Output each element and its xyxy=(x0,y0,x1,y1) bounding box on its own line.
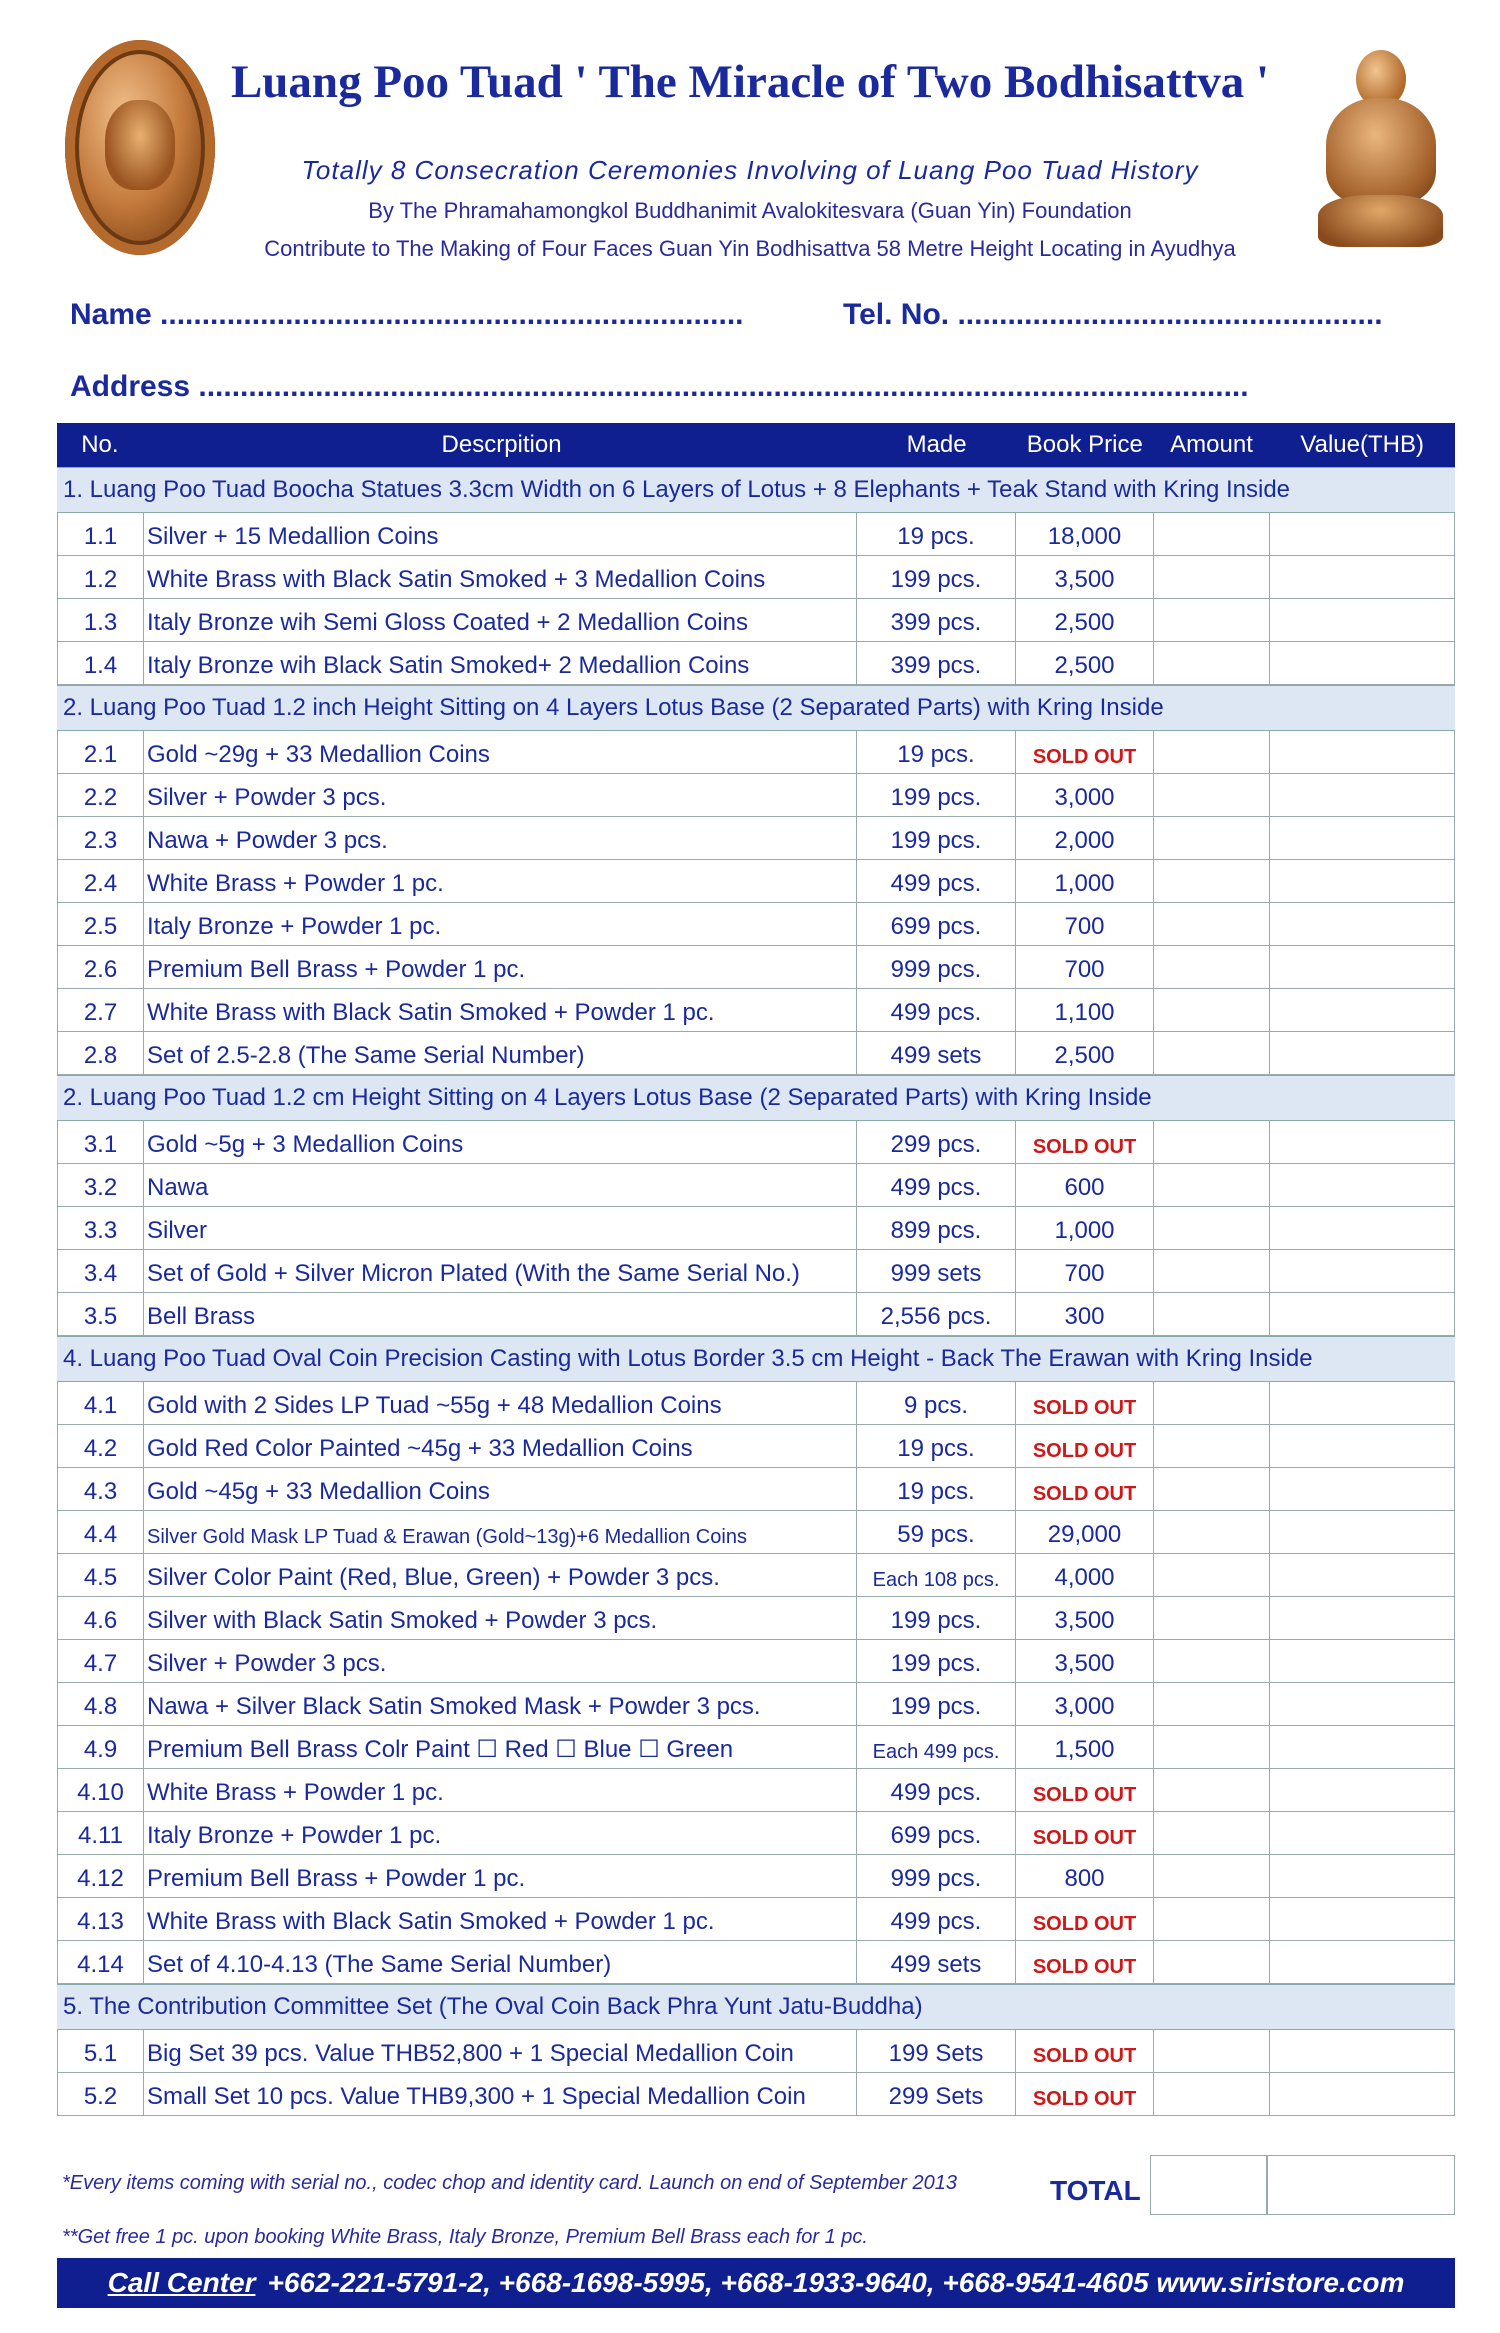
item-value-cell[interactable] xyxy=(1269,1812,1455,1854)
item-book-price: 2,000 xyxy=(1015,817,1153,859)
item-description: Silver + 15 Medallion Coins xyxy=(143,513,856,555)
item-value-cell[interactable] xyxy=(1269,1941,1455,1983)
item-value-cell[interactable] xyxy=(1269,1207,1455,1249)
item-made: 299 pcs. xyxy=(856,1121,1015,1163)
statue-base xyxy=(1318,195,1443,247)
header-value: Value(THB) xyxy=(1300,431,1424,458)
item-amount-cell[interactable] xyxy=(1153,1511,1269,1553)
item-value-cell[interactable] xyxy=(1269,2030,1455,2072)
foundation-byline: By The Phramahamongkol Buddhanimit Avalokitesvara (Guan Yin) Foundation xyxy=(368,198,1132,223)
table-row xyxy=(57,1511,1455,1554)
item-book-price xyxy=(1015,1769,1153,1811)
section-title: 4. Luang Poo Tuad Oval Coin Precision Casting with Lotus Border 3.5 cm Height - Back The Erawan with Kring Inside xyxy=(57,1336,1455,1382)
item-amount-cell[interactable] xyxy=(1153,1164,1269,1206)
table-row xyxy=(57,1855,1455,1898)
item-made: 9 pcs. xyxy=(856,1382,1015,1424)
item-number: 2.3 xyxy=(57,817,143,859)
table-row xyxy=(57,1640,1455,1683)
table-row xyxy=(57,1597,1455,1640)
statue-image xyxy=(1318,50,1443,250)
item-value-cell[interactable] xyxy=(1269,1683,1455,1725)
item-value-cell[interactable] xyxy=(1269,556,1455,598)
item-made: 199 pcs. xyxy=(856,1597,1015,1639)
item-book-price: 3,000 xyxy=(1015,774,1153,816)
note-serial: *Every items coming with serial no., codec chop and identity card. Launch on end of September 2013 xyxy=(62,2172,957,2194)
item-made: 899 pcs. xyxy=(856,1207,1015,1249)
sold-out-badge: SOLD OUT xyxy=(1032,746,1137,768)
item-description: Set of Gold + Silver Micron Plated (With the Same Serial No.) xyxy=(143,1250,856,1292)
contribution-line: Contribute to The Making of Four Faces Guan Yin Bodhisattva 58 Metre Height Locating in Ayudhya xyxy=(264,236,1236,261)
item-value-cell[interactable] xyxy=(1269,1468,1455,1510)
item-description: Nawa + Silver Black Satin Smoked Mask + Powder 3 pcs. xyxy=(143,1683,856,1725)
item-amount-cell[interactable] xyxy=(1153,1250,1269,1292)
footer-contact: +662-221-5791-2, +668-1698-5995, +668-1933-9640, +668-9541-4605 www.siristore.com xyxy=(267,2267,1405,2298)
item-amount-cell[interactable] xyxy=(1153,1726,1269,1768)
header-made: Made xyxy=(906,431,967,458)
item-number: 4.10 xyxy=(57,1769,143,1811)
item-description: Gold ~45g + 33 Medallion Coins xyxy=(143,1468,856,1510)
item-made: 499 sets xyxy=(856,1032,1015,1074)
item-book-price: 700 xyxy=(1015,903,1153,945)
item-made: 199 pcs. xyxy=(856,1683,1015,1725)
item-description: Italy Bronze wih Semi Gloss Coated + 2 Medallion Coins xyxy=(143,599,856,641)
item-number: 4.5 xyxy=(57,1554,143,1596)
header-description: Descrpition xyxy=(441,431,562,458)
item-number: 4.6 xyxy=(57,1597,143,1639)
page-header xyxy=(0,0,1500,280)
table-row xyxy=(57,1425,1455,1468)
table-row xyxy=(57,774,1455,817)
table-row xyxy=(57,946,1455,989)
item-book-price xyxy=(1015,2030,1153,2072)
item-book-price: 1,000 xyxy=(1015,860,1153,902)
table-row xyxy=(57,1941,1455,1984)
item-description: Silver xyxy=(143,1207,856,1249)
item-book-price: 3,500 xyxy=(1015,556,1153,598)
item-value-cell[interactable] xyxy=(1269,1250,1455,1292)
item-made: 199 pcs. xyxy=(856,1640,1015,1682)
item-made: 299 Sets xyxy=(856,2073,1015,2115)
item-description: Italy Bronze + Powder 1 pc. xyxy=(143,903,856,945)
item-amount-cell[interactable] xyxy=(1153,1640,1269,1682)
item-description: Premium Bell Brass + Powder 1 pc. xyxy=(143,946,856,988)
item-made: 399 pcs. xyxy=(856,642,1015,684)
item-book-price: 300 xyxy=(1015,1293,1153,1335)
item-number: 4.9 xyxy=(57,1726,143,1768)
item-book-price xyxy=(1015,731,1153,773)
footer-bar xyxy=(57,2258,1455,2308)
table-row xyxy=(57,860,1455,903)
table-row xyxy=(57,2073,1455,2116)
item-number: 4.8 xyxy=(57,1683,143,1725)
table-row xyxy=(57,903,1455,946)
item-number: 3.2 xyxy=(57,1164,143,1206)
item-amount-cell[interactable] xyxy=(1153,1382,1269,1424)
header-no: No. xyxy=(81,431,119,458)
item-description: Gold ~5g + 3 Medallion Coins xyxy=(143,1121,856,1163)
item-description: Premium Bell Brass Colr Paint ☐ Red ☐ Blue ☐ Green xyxy=(143,1726,856,1768)
item-book-price xyxy=(1015,2073,1153,2115)
call-center-link[interactable]: Call Center xyxy=(107,2267,256,2298)
sold-out-badge: SOLD OUT xyxy=(1032,2088,1137,2110)
item-number: 2.7 xyxy=(57,989,143,1031)
item-amount-cell[interactable] xyxy=(1153,2030,1269,2072)
item-number: 2.2 xyxy=(57,774,143,816)
item-description: Italy Bronze wih Black Satin Smoked+ 2 Medallion Coins xyxy=(143,642,856,684)
item-book-price: 700 xyxy=(1015,946,1153,988)
table-row xyxy=(57,1898,1455,1941)
item-made: 199 pcs. xyxy=(856,556,1015,598)
item-made: 499 sets xyxy=(856,1941,1015,1983)
item-book-price xyxy=(1015,1468,1153,1510)
sold-out-badge: SOLD OUT xyxy=(1032,1397,1137,1419)
item-number: 4.14 xyxy=(57,1941,143,1983)
item-book-price: 600 xyxy=(1015,1164,1153,1206)
item-number: 2.5 xyxy=(57,903,143,945)
header-book-price: Book Price xyxy=(1026,431,1143,458)
item-amount-cell[interactable] xyxy=(1153,1121,1269,1163)
table-row xyxy=(57,989,1455,1032)
item-number: 1.3 xyxy=(57,599,143,641)
sold-out-badge: SOLD OUT xyxy=(1032,1784,1137,1806)
item-value-cell[interactable] xyxy=(1269,817,1455,859)
section-title: 2. Luang Poo Tuad 1.2 cm Height Sitting on 4 Layers Lotus Base (2 Separated Parts) with Kring Inside xyxy=(57,1075,1455,1121)
address-field[interactable]: Address .............................................................................................................................. xyxy=(70,370,1249,403)
item-number: 3.5 xyxy=(57,1293,143,1335)
item-amount-cell[interactable] xyxy=(1153,903,1269,945)
item-amount-cell[interactable] xyxy=(1153,1032,1269,1074)
table-row xyxy=(57,731,1455,774)
item-book-price xyxy=(1015,1382,1153,1424)
order-table xyxy=(57,423,1455,2116)
item-book-price xyxy=(1015,1425,1153,1467)
item-book-price: 3,500 xyxy=(1015,1640,1153,1682)
item-number: 4.13 xyxy=(57,1898,143,1940)
item-amount-cell[interactable] xyxy=(1153,946,1269,988)
item-number: 2.1 xyxy=(57,731,143,773)
item-made: 699 pcs. xyxy=(856,1812,1015,1854)
item-value-cell[interactable] xyxy=(1269,1293,1455,1335)
item-amount-cell[interactable] xyxy=(1153,774,1269,816)
item-value-cell[interactable] xyxy=(1269,731,1455,773)
item-value-cell[interactable] xyxy=(1269,1898,1455,1940)
page-title: Luang Poo Tuad ' The Miracle of Two Bodhisattva ' xyxy=(230,56,1270,108)
table-row xyxy=(57,513,1455,556)
item-amount-cell[interactable] xyxy=(1153,1293,1269,1335)
item-number: 4.4 xyxy=(57,1511,143,1553)
item-book-price: 1,000 xyxy=(1015,1207,1153,1249)
item-value-cell[interactable] xyxy=(1269,1511,1455,1553)
item-amount-cell[interactable] xyxy=(1153,1597,1269,1639)
item-number: 4.7 xyxy=(57,1640,143,1682)
item-made: 499 pcs. xyxy=(856,1898,1015,1940)
item-description: White Brass + Powder 1 pc. xyxy=(143,1769,856,1811)
item-amount-cell[interactable] xyxy=(1153,817,1269,859)
item-value-cell[interactable] xyxy=(1269,1425,1455,1467)
item-made: 19 pcs. xyxy=(856,513,1015,555)
item-description: Set of 2.5-2.8 (The Same Serial Number) xyxy=(143,1032,856,1074)
item-book-price: 1,500 xyxy=(1015,1726,1153,1768)
table-row xyxy=(57,1683,1455,1726)
name-field[interactable]: Name ...................................................................... xyxy=(70,298,744,331)
item-amount-cell[interactable] xyxy=(1153,1769,1269,1811)
item-number: 3.4 xyxy=(57,1250,143,1292)
table-row xyxy=(57,1032,1455,1075)
item-made: 499 pcs. xyxy=(856,1164,1015,1206)
item-value-cell[interactable] xyxy=(1269,774,1455,816)
item-book-price: 2,500 xyxy=(1015,642,1153,684)
item-amount-cell[interactable] xyxy=(1153,1855,1269,1897)
sold-out-badge: SOLD OUT xyxy=(1032,1913,1137,1935)
item-value-cell[interactable] xyxy=(1269,946,1455,988)
item-amount-cell[interactable] xyxy=(1153,2073,1269,2115)
item-number: 4.2 xyxy=(57,1425,143,1467)
item-book-price: 1,100 xyxy=(1015,989,1153,1031)
table-row xyxy=(57,1121,1455,1164)
page-subtitle: Totally 8 Consecration Ceremonies Involving of Luang Poo Tuad History xyxy=(301,155,1199,185)
item-description: Gold with 2 Sides LP Tuad ~55g + 48 Medallion Coins xyxy=(143,1382,856,1424)
item-amount-cell[interactable] xyxy=(1153,1207,1269,1249)
item-description: Gold ~29g + 33 Medallion Coins xyxy=(143,731,856,773)
item-description: Nawa + Powder 3 pcs. xyxy=(143,817,856,859)
item-book-price: 3,500 xyxy=(1015,1597,1153,1639)
item-description: Small Set 10 pcs. Value THB9,300 + 1 Special Medallion Coin xyxy=(143,2073,856,2115)
item-amount-cell[interactable] xyxy=(1153,556,1269,598)
item-made: 19 pcs. xyxy=(856,1425,1015,1467)
item-made: Each 499 pcs. xyxy=(856,1726,1015,1768)
header-amount: Amount xyxy=(1170,431,1253,458)
table-row xyxy=(57,2030,1455,2073)
item-value-cell[interactable] xyxy=(1269,1121,1455,1163)
item-book-price: 4,000 xyxy=(1015,1554,1153,1596)
item-value-cell[interactable] xyxy=(1269,1554,1455,1596)
item-made: Each 108 pcs. xyxy=(856,1554,1015,1596)
item-made: 399 pcs. xyxy=(856,599,1015,641)
item-made: 499 pcs. xyxy=(856,860,1015,902)
sold-out-badge: SOLD OUT xyxy=(1032,2045,1137,2067)
item-description: White Brass with Black Satin Smoked + 3 Medallion Coins xyxy=(143,556,856,598)
sold-out-badge: SOLD OUT xyxy=(1032,1956,1137,1978)
item-made: 59 pcs. xyxy=(856,1511,1015,1553)
sold-out-badge: SOLD OUT xyxy=(1032,1483,1137,1505)
table-row xyxy=(57,1250,1455,1293)
item-book-price: 2,500 xyxy=(1015,1032,1153,1074)
item-amount-cell[interactable] xyxy=(1153,513,1269,555)
item-book-price xyxy=(1015,1941,1153,1983)
table-row xyxy=(57,1812,1455,1855)
item-number: 5.1 xyxy=(57,2030,143,2072)
item-value-cell[interactable] xyxy=(1269,1640,1455,1682)
table-row xyxy=(57,1164,1455,1207)
item-made: 19 pcs. xyxy=(856,1468,1015,1510)
item-book-price: 700 xyxy=(1015,1250,1153,1292)
item-amount-cell[interactable] xyxy=(1153,989,1269,1031)
tel-field[interactable]: Tel. No. ................................................... xyxy=(843,298,1383,331)
item-amount-cell[interactable] xyxy=(1153,1554,1269,1596)
item-description: Silver with Black Satin Smoked + Powder 3 pcs. xyxy=(143,1597,856,1639)
sold-out-badge: SOLD OUT xyxy=(1032,1136,1137,1158)
item-book-price xyxy=(1015,1812,1153,1854)
item-number: 3.1 xyxy=(57,1121,143,1163)
item-description: White Brass with Black Satin Smoked + Powder 1 pc. xyxy=(143,1898,856,1940)
item-description: Silver Color Paint (Red, Blue, Green) + Powder 3 pcs. xyxy=(143,1554,856,1596)
table-row xyxy=(57,1382,1455,1425)
item-made: 999 sets xyxy=(856,1250,1015,1292)
table-row xyxy=(57,1468,1455,1511)
item-description: Gold Red Color Painted ~45g + 33 Medallion Coins xyxy=(143,1425,856,1467)
item-number: 1.1 xyxy=(57,513,143,555)
table-row xyxy=(57,1207,1455,1250)
item-amount-cell[interactable] xyxy=(1153,1941,1269,1983)
table-header xyxy=(57,423,1455,467)
item-description: Silver + Powder 3 pcs. xyxy=(143,774,856,816)
note-free-gift: **Get free 1 pc. upon booking White Brass, Italy Bronze, Premium Bell Brass each for 1 pc. xyxy=(62,2226,868,2248)
sold-out-badge: SOLD OUT xyxy=(1032,1440,1137,1462)
item-value-cell[interactable] xyxy=(1269,513,1455,555)
item-amount-cell[interactable] xyxy=(1153,731,1269,773)
item-made: 699 pcs. xyxy=(856,903,1015,945)
item-value-cell[interactable] xyxy=(1269,860,1455,902)
item-book-price: 18,000 xyxy=(1015,513,1153,555)
item-description: Silver Gold Mask LP Tuad & Erawan (Gold~13g)+6 Medallion Coins xyxy=(143,1511,856,1553)
table-row xyxy=(57,1726,1455,1769)
item-value-cell[interactable] xyxy=(1269,1855,1455,1897)
table-row xyxy=(57,642,1455,685)
item-number: 2.8 xyxy=(57,1032,143,1074)
item-description: Bell Brass xyxy=(143,1293,856,1335)
item-description: Silver + Powder 3 pcs. xyxy=(143,1640,856,1682)
item-description: Nawa xyxy=(143,1164,856,1206)
item-made: 199 Sets xyxy=(856,2030,1015,2072)
total-amount-cell[interactable] xyxy=(1150,2155,1267,2215)
total-box xyxy=(1150,2155,1455,2215)
item-made: 199 pcs. xyxy=(856,774,1015,816)
item-value-cell[interactable] xyxy=(1269,1382,1455,1424)
item-value-cell[interactable] xyxy=(1269,1032,1455,1074)
total-label: TOTAL xyxy=(1050,2175,1141,2206)
section-title: 1. Luang Poo Tuad Boocha Statues 3.3cm Width on 6 Layers of Lotus + 8 Elephants + Teak Stand with Kring Inside xyxy=(57,467,1455,513)
item-book-price: 800 xyxy=(1015,1855,1153,1897)
item-number: 4.1 xyxy=(57,1382,143,1424)
item-value-cell[interactable] xyxy=(1269,2073,1455,2115)
item-description: White Brass + Powder 1 pc. xyxy=(143,860,856,902)
item-number: 4.12 xyxy=(57,1855,143,1897)
item-value-cell[interactable] xyxy=(1269,989,1455,1031)
table-row xyxy=(57,556,1455,599)
item-made: 19 pcs. xyxy=(856,731,1015,773)
item-number: 2.4 xyxy=(57,860,143,902)
item-made: 999 pcs. xyxy=(856,946,1015,988)
item-description: White Brass with Black Satin Smoked + Powder 1 pc. xyxy=(143,989,856,1031)
item-number: 1.4 xyxy=(57,642,143,684)
statue-body xyxy=(1326,98,1436,203)
item-value-cell[interactable] xyxy=(1269,1726,1455,1768)
item-value-cell[interactable] xyxy=(1269,903,1455,945)
item-number: 4.11 xyxy=(57,1812,143,1854)
item-description: Premium Bell Brass + Powder 1 pc. xyxy=(143,1855,856,1897)
item-amount-cell[interactable] xyxy=(1153,860,1269,902)
item-amount-cell[interactable] xyxy=(1153,1425,1269,1467)
item-value-cell[interactable] xyxy=(1269,642,1455,684)
item-book-price: 3,000 xyxy=(1015,1683,1153,1725)
section-title: 5. The Contribution Committee Set (The Oval Coin Back Phra Yunt Jatu-Buddha) xyxy=(57,1984,1455,2030)
table-row xyxy=(57,599,1455,642)
item-description: Italy Bronze + Powder 1 pc. xyxy=(143,1812,856,1854)
item-amount-cell[interactable] xyxy=(1153,1468,1269,1510)
item-amount-cell[interactable] xyxy=(1153,1812,1269,1854)
table-row xyxy=(57,1554,1455,1597)
item-made: 199 pcs. xyxy=(856,817,1015,859)
table-row xyxy=(57,817,1455,860)
item-value-cell[interactable] xyxy=(1269,1597,1455,1639)
section-title: 2. Luang Poo Tuad 1.2 inch Height Sitting on 4 Layers Lotus Base (2 Separated Parts) with Kring Inside xyxy=(57,685,1455,731)
item-amount-cell[interactable] xyxy=(1153,599,1269,641)
item-made: 2,556 pcs. xyxy=(856,1293,1015,1335)
item-number: 3.3 xyxy=(57,1207,143,1249)
item-book-price xyxy=(1015,1898,1153,1940)
item-amount-cell[interactable] xyxy=(1153,1683,1269,1725)
item-book-price xyxy=(1015,1121,1153,1163)
item-amount-cell[interactable] xyxy=(1153,642,1269,684)
total-value-cell[interactable] xyxy=(1267,2155,1455,2215)
item-description: Big Set 39 pcs. Value THB52,800 + 1 Special Medallion Coin xyxy=(143,2030,856,2072)
item-number: 1.2 xyxy=(57,556,143,598)
item-made: 499 pcs. xyxy=(856,1769,1015,1811)
table-row xyxy=(57,1293,1455,1336)
item-number: 4.3 xyxy=(57,1468,143,1510)
item-book-price: 29,000 xyxy=(1015,1511,1153,1553)
item-value-cell[interactable] xyxy=(1269,1164,1455,1206)
sold-out-badge: SOLD OUT xyxy=(1032,1827,1137,1849)
item-book-price: 2,500 xyxy=(1015,599,1153,641)
item-value-cell[interactable] xyxy=(1269,599,1455,641)
item-value-cell[interactable] xyxy=(1269,1769,1455,1811)
item-made: 999 pcs. xyxy=(856,1855,1015,1897)
table-row xyxy=(57,1769,1455,1812)
item-number: 2.6 xyxy=(57,946,143,988)
item-made: 499 pcs. xyxy=(856,989,1015,1031)
item-number: 5.2 xyxy=(57,2073,143,2115)
item-description: Set of 4.10-4.13 (The Same Serial Number) xyxy=(143,1941,856,1983)
item-amount-cell[interactable] xyxy=(1153,1898,1269,1940)
table-body xyxy=(57,467,1455,2116)
